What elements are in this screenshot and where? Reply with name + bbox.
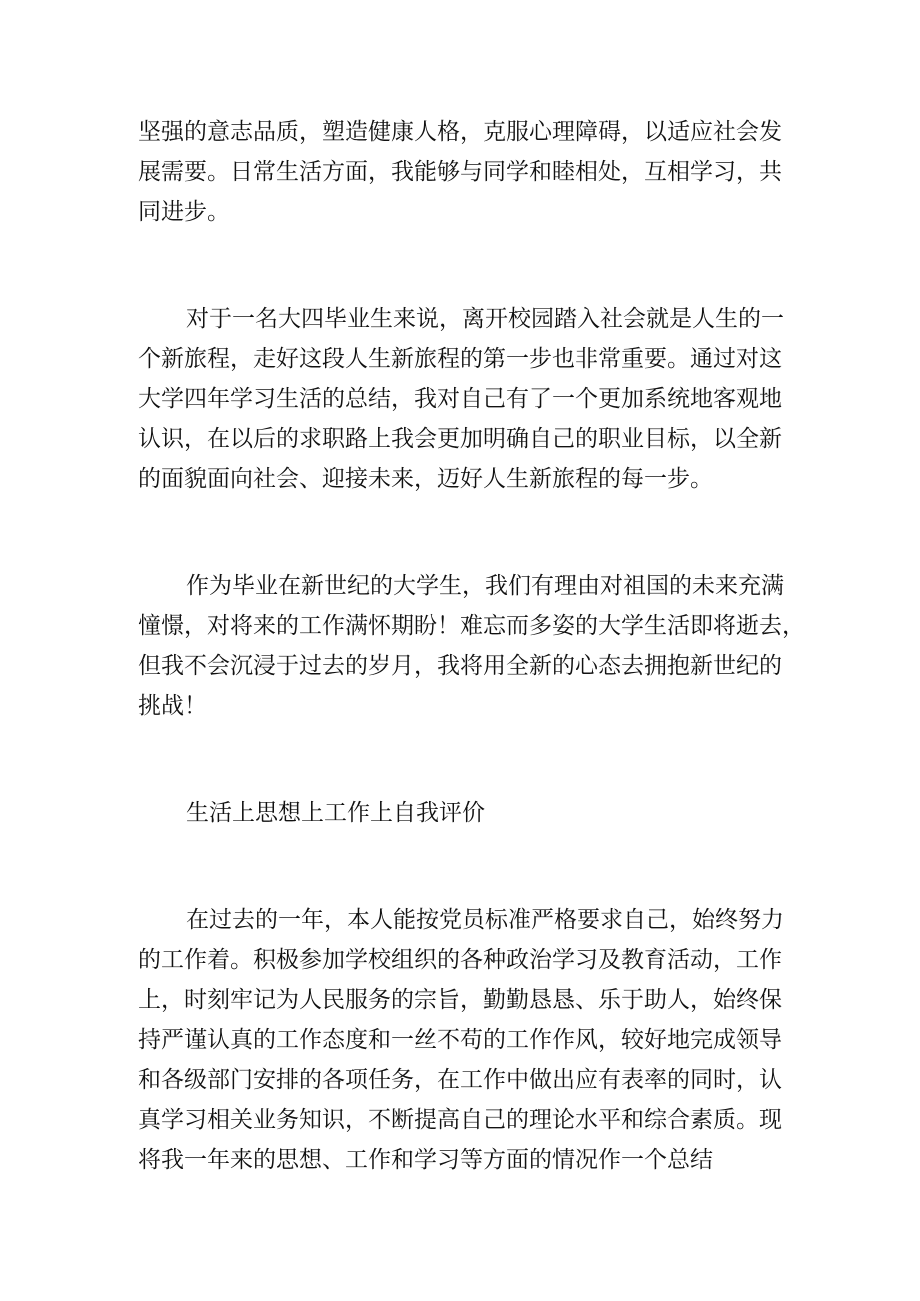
paragraph-line: 大学四年学习生活的总结，我对自己有了一个更加系统地客观地: [138, 386, 782, 412]
paragraph-line: 个新旅程，走好这段人生新旅程的第一步也非常重要。通过对这: [138, 346, 782, 372]
paragraph-line: 但我不会沉浸于过去的岁月，我将用全新的心态去拥抱新世纪的: [138, 653, 782, 679]
paragraph-line: 憧憬，对将来的工作满怀期盼！难忘而多姿的大学生活即将逝去，: [138, 613, 805, 639]
paragraph-1: [138, 112, 788, 232]
paragraph-line: 在过去的一年，本人能按党员标准严格要求自己，始终努力: [186, 907, 784, 933]
paragraph-line: 的面貌面向社会、迎接未来，迈好人生新旅程的每一步。: [138, 466, 713, 492]
paragraph-line: 将我一年来的思想、工作和学习等方面的情况作一个总结: [138, 1147, 713, 1173]
section-heading: [138, 793, 788, 833]
paragraph-line: 挑战！: [138, 693, 207, 719]
paragraph-line: 坚强的意志品质，塑造健康人格，克服心理障碍，以适应社会发: [138, 119, 782, 145]
paragraph-3: [138, 566, 805, 726]
paragraph-4: [138, 900, 788, 1180]
paragraph-line: 作为毕业在新世纪的大学生，我们有理由对祖国的未来充满: [186, 573, 784, 599]
paragraph-line: 上，时刻牢记为人民服务的宗旨，勤勤恳恳、乐于助人，始终保: [138, 987, 782, 1013]
document-body: [138, 112, 805, 1180]
paragraph-line: 真学习相关业务知识，不断提高自己的理论水平和综合素质。现: [138, 1107, 782, 1133]
paragraph-line: 持严谨认真的工作态度和一丝不苟的工作作风，较好地完成领导: [138, 1027, 782, 1053]
paragraph-line: 的工作着。积极参加学校组织的各种政治学习及教育活动，工作: [138, 947, 782, 973]
paragraph-line: 和各级部门安排的各项任务，在工作中做出应有表率的同时，认: [138, 1067, 782, 1093]
paragraph-line: 认识，在以后的求职路上我会更加明确自己的职业目标，以全新: [138, 426, 782, 452]
paragraph-spacer: [138, 833, 788, 900]
paragraph-spacer: [138, 232, 788, 299]
paragraph-spacer: [138, 726, 788, 793]
heading-text: 生活上思想上工作上自我评价: [186, 800, 485, 826]
paragraph-2: [138, 299, 788, 499]
paragraph-line: 对于一名大四毕业生来说，离开校园踏入社会就是人生的一: [186, 306, 784, 332]
paragraph-spacer: [138, 499, 788, 566]
paragraph-line: 同进步。: [138, 199, 230, 225]
paragraph-line: 展需要。日常生活方面，我能够与同学和睦相处，互相学习，共: [138, 159, 782, 185]
